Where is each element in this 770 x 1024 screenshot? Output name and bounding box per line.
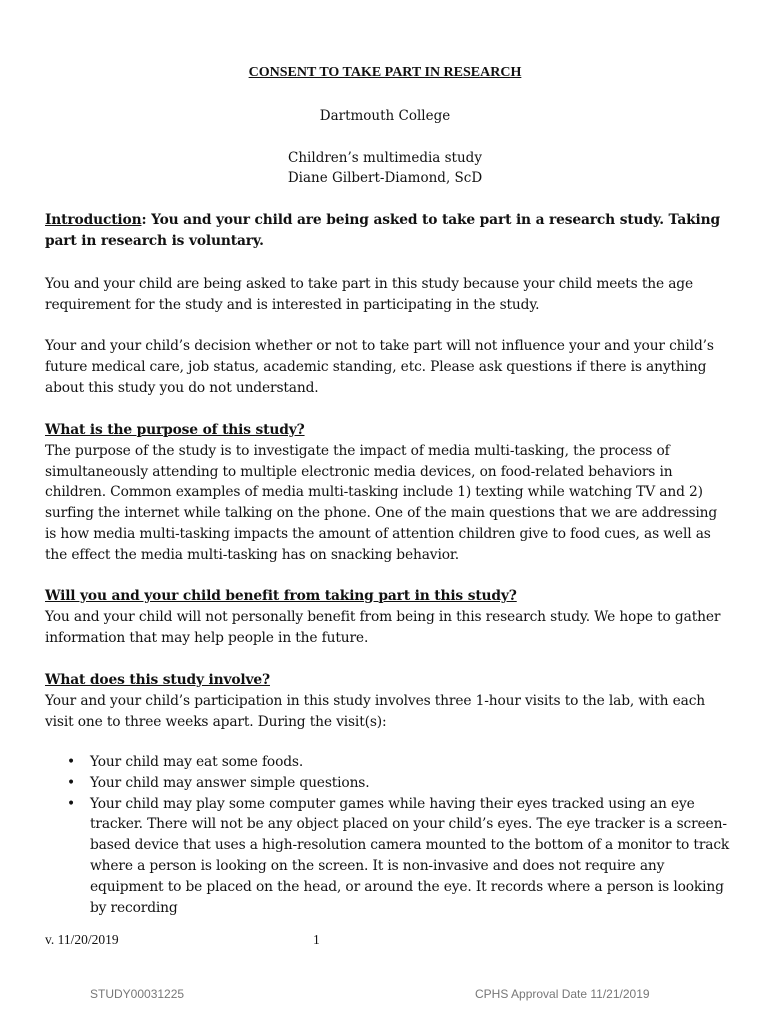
document-title: CONSENT TO TAKE PART IN RESEARCH (248, 65, 522, 80)
decision-paragraph: Your and your child’s decision whether or not to take part will not influence your and your child’s future medical care, job status, academic standing, etc. Please ask questions if there is anything about this study you do not understand. (45, 338, 714, 396)
involve-text: Your and your child’s participation in this study involves three 1-hour visits to the lab, with each visit one to three weeks apart. During the visit(s): (45, 692, 706, 730)
institution-name: Dartmouth College (319, 108, 451, 124)
introduction-label: Introduction (45, 212, 142, 228)
list-item: • Your child may eat some foods. (45, 752, 730, 773)
purpose-text: The purpose of the study is to investigate the impact of media multi-tasking, the process of simultaneously attending to multiple electronic media devices, on food-related behaviors in children. Common examples of media multi-tasking include 1) texting while watching TV and 2) surfing the internet while talking on the phone. One of the main questions that we are addressing is how media multi-tasking impacts the amount of attention children give to food cues, as well as the effect the media multi-tasking has on snacking behavior. (45, 442, 718, 563)
involve-heading: What does this study involve? (45, 672, 270, 688)
version-date: v. 11/20/2019 (45, 932, 119, 947)
introduction-paragraph (45, 210, 730, 252)
eligibility-paragraph: You and your child are being asked to take part in this study because your child meets the age requirement for the study and is interested in participating in the study. (45, 276, 694, 313)
study-id: STUDY00031225 (90, 987, 185, 1001)
purpose-section (45, 420, 730, 566)
investigator-name: Diane Gilbert-Diamond, ScD (287, 170, 483, 186)
list-item: • Your child may play some computer games while having their eyes tracked using an eye tracker. There will not be any object placed on your child’s eyes. The eye tracker is a screen-based device that uses a high-resolution camera mounted to the bottom of a monitor to track where a person is looking on the screen. It is non-invasive and does not require any equipment to be placed on the head, or around the eye. It records where a person is looking by recording (45, 794, 730, 919)
introduction-text: : You and your child are being asked to take part in a research study. Taking part in research is voluntary. (45, 212, 720, 249)
benefit-section (45, 586, 730, 648)
page-number: 1 (313, 932, 320, 947)
benefit-heading: Will you and your child benefit from taking part in this study? (45, 588, 517, 604)
list-item: • Your child may answer simple questions. (45, 773, 730, 794)
purpose-heading: What is the purpose of this study? (45, 422, 305, 438)
study-name: Children’s multimedia study (288, 150, 482, 166)
involve-section (45, 670, 730, 732)
benefit-text: You and your child will not personally benefit from being in this research study. We hope to gather information that may help people in the future. (45, 608, 721, 646)
approval-date: CPHS Approval Date 11/21/2019 (475, 987, 650, 1001)
visit-bullet-list (45, 752, 730, 918)
